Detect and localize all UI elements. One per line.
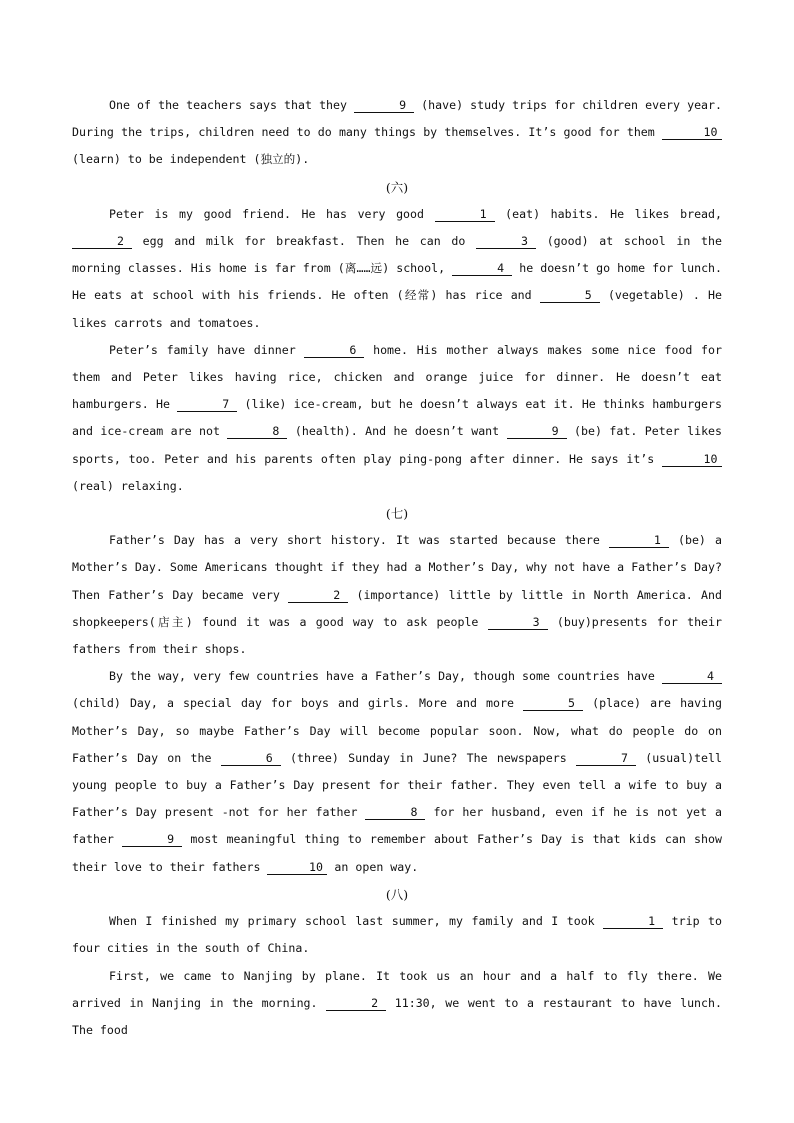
answer-blank[interactable]: 9 — [354, 98, 414, 113]
section-heading: (八) — [385, 886, 409, 902]
text-run: (good) at school in the morning classes. His home is far from (离……远) school, — [72, 234, 722, 276]
text-run: (place) are having Mother’s Day, so maybe Father’s Day will become popular soon. Now, what do people do on Father’s Day on the — [72, 696, 722, 765]
answer-blank[interactable]: 3 — [476, 234, 536, 249]
text-run: (eat) habits. He likes bread, — [494, 206, 722, 221]
answer-blank[interactable]: 10 — [267, 860, 327, 875]
text-run: (be) a Mother’s Day. Some Americans thought if they had a Mother’s Day, why not have a Father’s Day? Then Father’s Day became very — [72, 533, 722, 602]
answer-blank[interactable]: 10 — [662, 125, 722, 140]
answer-blank[interactable]: 9 — [122, 832, 182, 847]
answer-blank[interactable]: 10 — [662, 452, 722, 467]
answer-blank[interactable]: 5 — [523, 696, 583, 711]
answer-blank[interactable]: 6 — [304, 343, 364, 358]
text-run: egg and milk for breakfast. Then he can do — [132, 234, 477, 249]
answer-blank[interactable]: 8 — [365, 805, 425, 820]
answer-blank[interactable]: 8 — [227, 424, 287, 439]
document-page — [72, 92, 722, 1044]
text-run: (learn) to be independent (独立的). — [72, 152, 310, 167]
answer-blank[interactable]: 7 — [177, 397, 237, 412]
section-heading: (六) — [385, 179, 409, 195]
answer-blank[interactable]: 2 — [72, 234, 132, 249]
text-run: 11:30, we went to a restaurant to have lunch. The food — [72, 995, 722, 1037]
text-run: (child) Day, a special day for boys and girls. More and more — [72, 696, 524, 711]
text-run: When I finished my primary school last summer, my family and I took — [109, 914, 604, 929]
text-run: (three) Sunday in June? The newspapers — [280, 750, 576, 765]
text-run: (buy)presents for their fathers from their shops. — [72, 614, 722, 657]
text-run: First, we came to Nanjing by plane. It took us an hour and a half to fly there. We arrived in Nanjing in the morning. — [72, 968, 722, 1010]
text-run: home. His mother always makes some nice food for them and Peter likes having rice, chicken and orange juice for dinner. He doesn’t eat hamburgers. He — [72, 342, 722, 412]
text-run: he doesn’t go home for lunch. He eats at school with his friends. He often (经常) has rice and — [72, 261, 723, 303]
text-run: (health). And he doesn’t want — [287, 424, 507, 439]
text-run: an open way. — [327, 859, 419, 874]
paragraph — [72, 527, 722, 663]
paragraph — [72, 201, 722, 337]
answer-blank[interactable]: 7 — [576, 751, 636, 766]
text-run: (usual)tell young people to buy a Father’s Day present for their father. They even tell a wife to buy a Father’s Day present -not for her father — [72, 750, 722, 820]
answer-blank[interactable]: 4 — [452, 261, 512, 276]
text-run: (real) relaxing. — [72, 478, 184, 493]
answer-blank[interactable]: 6 — [221, 751, 281, 766]
paragraph — [72, 92, 722, 174]
text-run: Peter’s family have dinner — [109, 342, 305, 357]
text-run: Father’s Day has a very short history. It was started because there — [109, 533, 609, 548]
answer-blank[interactable]: 2 — [288, 588, 348, 603]
answer-blank[interactable]: 1 — [603, 914, 663, 929]
answer-blank[interactable]: 2 — [326, 996, 386, 1011]
answer-blank[interactable]: 9 — [507, 424, 567, 439]
text-run: (vegetable) . He likes carrots and tomatoes. — [72, 288, 722, 330]
paragraph — [72, 663, 722, 881]
answer-blank[interactable]: 5 — [540, 288, 600, 303]
paragraph — [72, 337, 722, 500]
answer-blank[interactable]: 3 — [488, 615, 548, 630]
text-run: for her husband, even if he is not yet a father — [72, 805, 723, 847]
paragraph — [72, 963, 722, 1045]
answer-blank[interactable]: 1 — [609, 533, 669, 548]
text-run: (be) fat. Peter likes sports, too. Peter and his parents often play ping-pong after dinner. He says it’s — [72, 424, 723, 466]
section-heading: (七) — [385, 506, 409, 522]
text-run: most meaningful thing to remember about Father’s Day is that kids can show their love to their fathers — [72, 832, 722, 874]
text-run: By the way, very few countries have a Father’s Day, though some countries have — [109, 669, 662, 684]
text-run: (have) study trips for children every year. During the trips, children need to do many things by themselves. It’s good for them — [72, 98, 722, 140]
answer-blank[interactable]: 4 — [662, 669, 722, 684]
paragraph — [72, 908, 722, 962]
text-run: trip to four cities in the south of China. — [72, 914, 722, 956]
text-run: Peter is my good friend. He has very good — [109, 206, 435, 221]
text-run: One of the teachers says that they — [109, 98, 355, 112]
text-run: (like) ice-cream, but he doesn’t always eat it. He thinks hamburgers and ice-cream are not — [72, 397, 722, 439]
text-run: (importance) little by little in North America. And shopkeepers(店主) found it was a good way to ask people — [72, 587, 722, 629]
answer-blank[interactable]: 1 — [435, 207, 495, 222]
